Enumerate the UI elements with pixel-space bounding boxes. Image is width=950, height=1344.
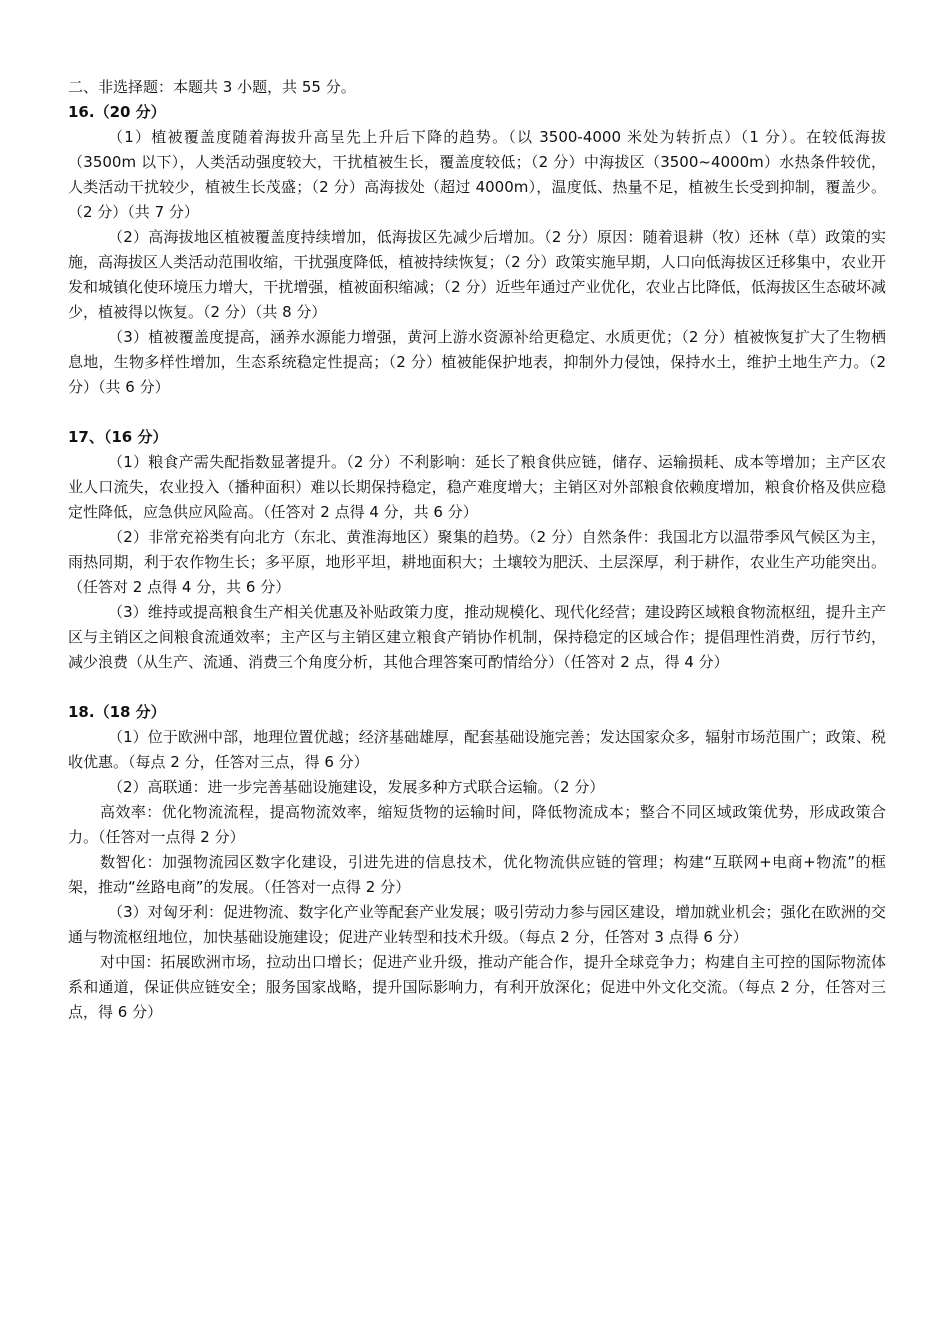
question-18-heading: 18.（18 分） (68, 703, 166, 721)
question-18-part-3: （3）对匈牙利：促进物流、数字化产业等配套产业发展；吸引劳动力参与园区建设，增加就业机会；强化在欧洲的交通与物流枢纽地位，加快基础设施建设；促进产业转型和技术升级。（每点 2 分，任答对 3 点得 6 分） (68, 903, 886, 946)
question-17-heading: 17、（16 分） (68, 428, 168, 446)
question-18-part-3-china: 对中国：拓展欧洲市场，拉动出口增长；促进产业升级，推动产能合作，提升全球竞争力；构建自主可控的国际物流体系和通道，保证供应链安全；服务国家战略，提升国际影响力，有利开放深化；促进中外文化交流。（每点 2 分，任答对三点，得 6 分） (68, 953, 886, 1021)
spacer (68, 675, 886, 700)
question-18-part-2: （2）高联通：进一步完善基础设施建设，发展多种方式联合运输。（2 分） (108, 778, 605, 796)
question-16-part-2: （2）高海拔地区植被覆盖度持续增加，低海拔区先减少后增加。（2 分）原因：随着退耕（牧）还林（草）政策的实施，高海拔区人类活动范围收缩，干扰强度降低，植被持续恢复；（2 分）政策实施早期，人口向低海拔区迁移集中，农业开发和城镇化使环境压力增大，干扰增强，植被面积缩减；（2 分）近些年通过产业优化，农业占比降低，低海拔区生态破坏减少，植被得以恢复。（2 分）（共 8 分） (68, 228, 886, 321)
section-intro: 二、非选择题：本题共 3 小题，共 55 分。 (68, 78, 356, 96)
question-16-part-1: （1）植被覆盖度随着海拔升高呈先上升后下降的趋势。（以 3500-4000 米处为转折点）（1 分）。在较低海拔（3500m 以下），人类活动强度较大，干扰植被生长，覆盖度较低；（2 分）中海拔区（3500~4000m）水热条件较优，人类活动干扰较少，植被生长茂盛；（2 分）高海拔处（超过 4000m），温度低、热量不足，植被生长受到抑制，覆盖少。（2 分）（共 7 分） (68, 128, 886, 221)
question-18-part-2-digital: 数智化：加强物流园区数字化建设，引进先进的信息技术，优化物流供应链的管理；构建“互联网+电商+物流”的框架，推动“丝路电商”的发展。（任答对一点得 2 分） (68, 853, 886, 896)
spacer (68, 400, 886, 425)
answer-document (68, 75, 886, 1025)
question-16-part-3: （3）植被覆盖度提高，涵养水源能力增强，黄河上游水资源补给更稳定、水质更优；（2 分）植被恢复扩大了生物栖息地，生物多样性增加，生态系统稳定性提高；（2 分）植被能保护地表，抑制外力侵蚀，保持水土，维护土地生产力。（2 分）（共 6 分） (68, 328, 886, 396)
question-17-part-1: （1）粮食产需失配指数显著提升。（2 分）不利影响：延长了粮食供应链，储存、运输损耗、成本等增加；主产区农业人口流失，农业投入（播种面积）难以长期保持稳定，稳产难度增大；主销区对外部粮食依赖度增加，粮食价格及供应稳定性降低，应急供应风险高。（任答对 2 点得 4 分，共 6 分） (68, 453, 886, 521)
question-18-part-2-efficiency: 高效率：优化物流流程，提高物流效率，缩短货物的运输时间，降低物流成本；整合不同区域政策优势，形成政策合力。（任答对一点得 2 分） (68, 803, 886, 846)
question-16-heading: 16.（20 分） (68, 103, 166, 121)
question-17-part-3: （3）维持或提高粮食生产相关优惠及补贴政策力度，推动规模化、现代化经营；建设跨区域粮食物流枢纽，提升主产区与主销区之间粮食流通效率；主产区与主销区建立粮食产销协作机制，保持稳定的区域合作；提倡理性消费，厉行节约，减少浪费（从生产、流通、消费三个角度分析，其他合理答案可酌情给分）（任答对 2 点，得 4 分） (68, 603, 886, 671)
question-17-part-2: （2）非常充裕类有向北方（东北、黄淮海地区）聚集的趋势。（2 分）自然条件：我国北方以温带季风气候区为主，雨热同期，利于农作物生长；多平原，地形平坦，耕地面积大；土壤较为肥沃、土层深厚，利于耕作，农业生产功能突出。（任答对 2 点得 4 分，共 6 分） (68, 528, 886, 596)
question-18-part-1: （1）位于欧洲中部，地理位置优越；经济基础雄厚，配套基础设施完善；发达国家众多，辐射市场范围广；政策、税收优惠。（每点 2 分，任答对三点，得 6 分） (68, 728, 886, 771)
